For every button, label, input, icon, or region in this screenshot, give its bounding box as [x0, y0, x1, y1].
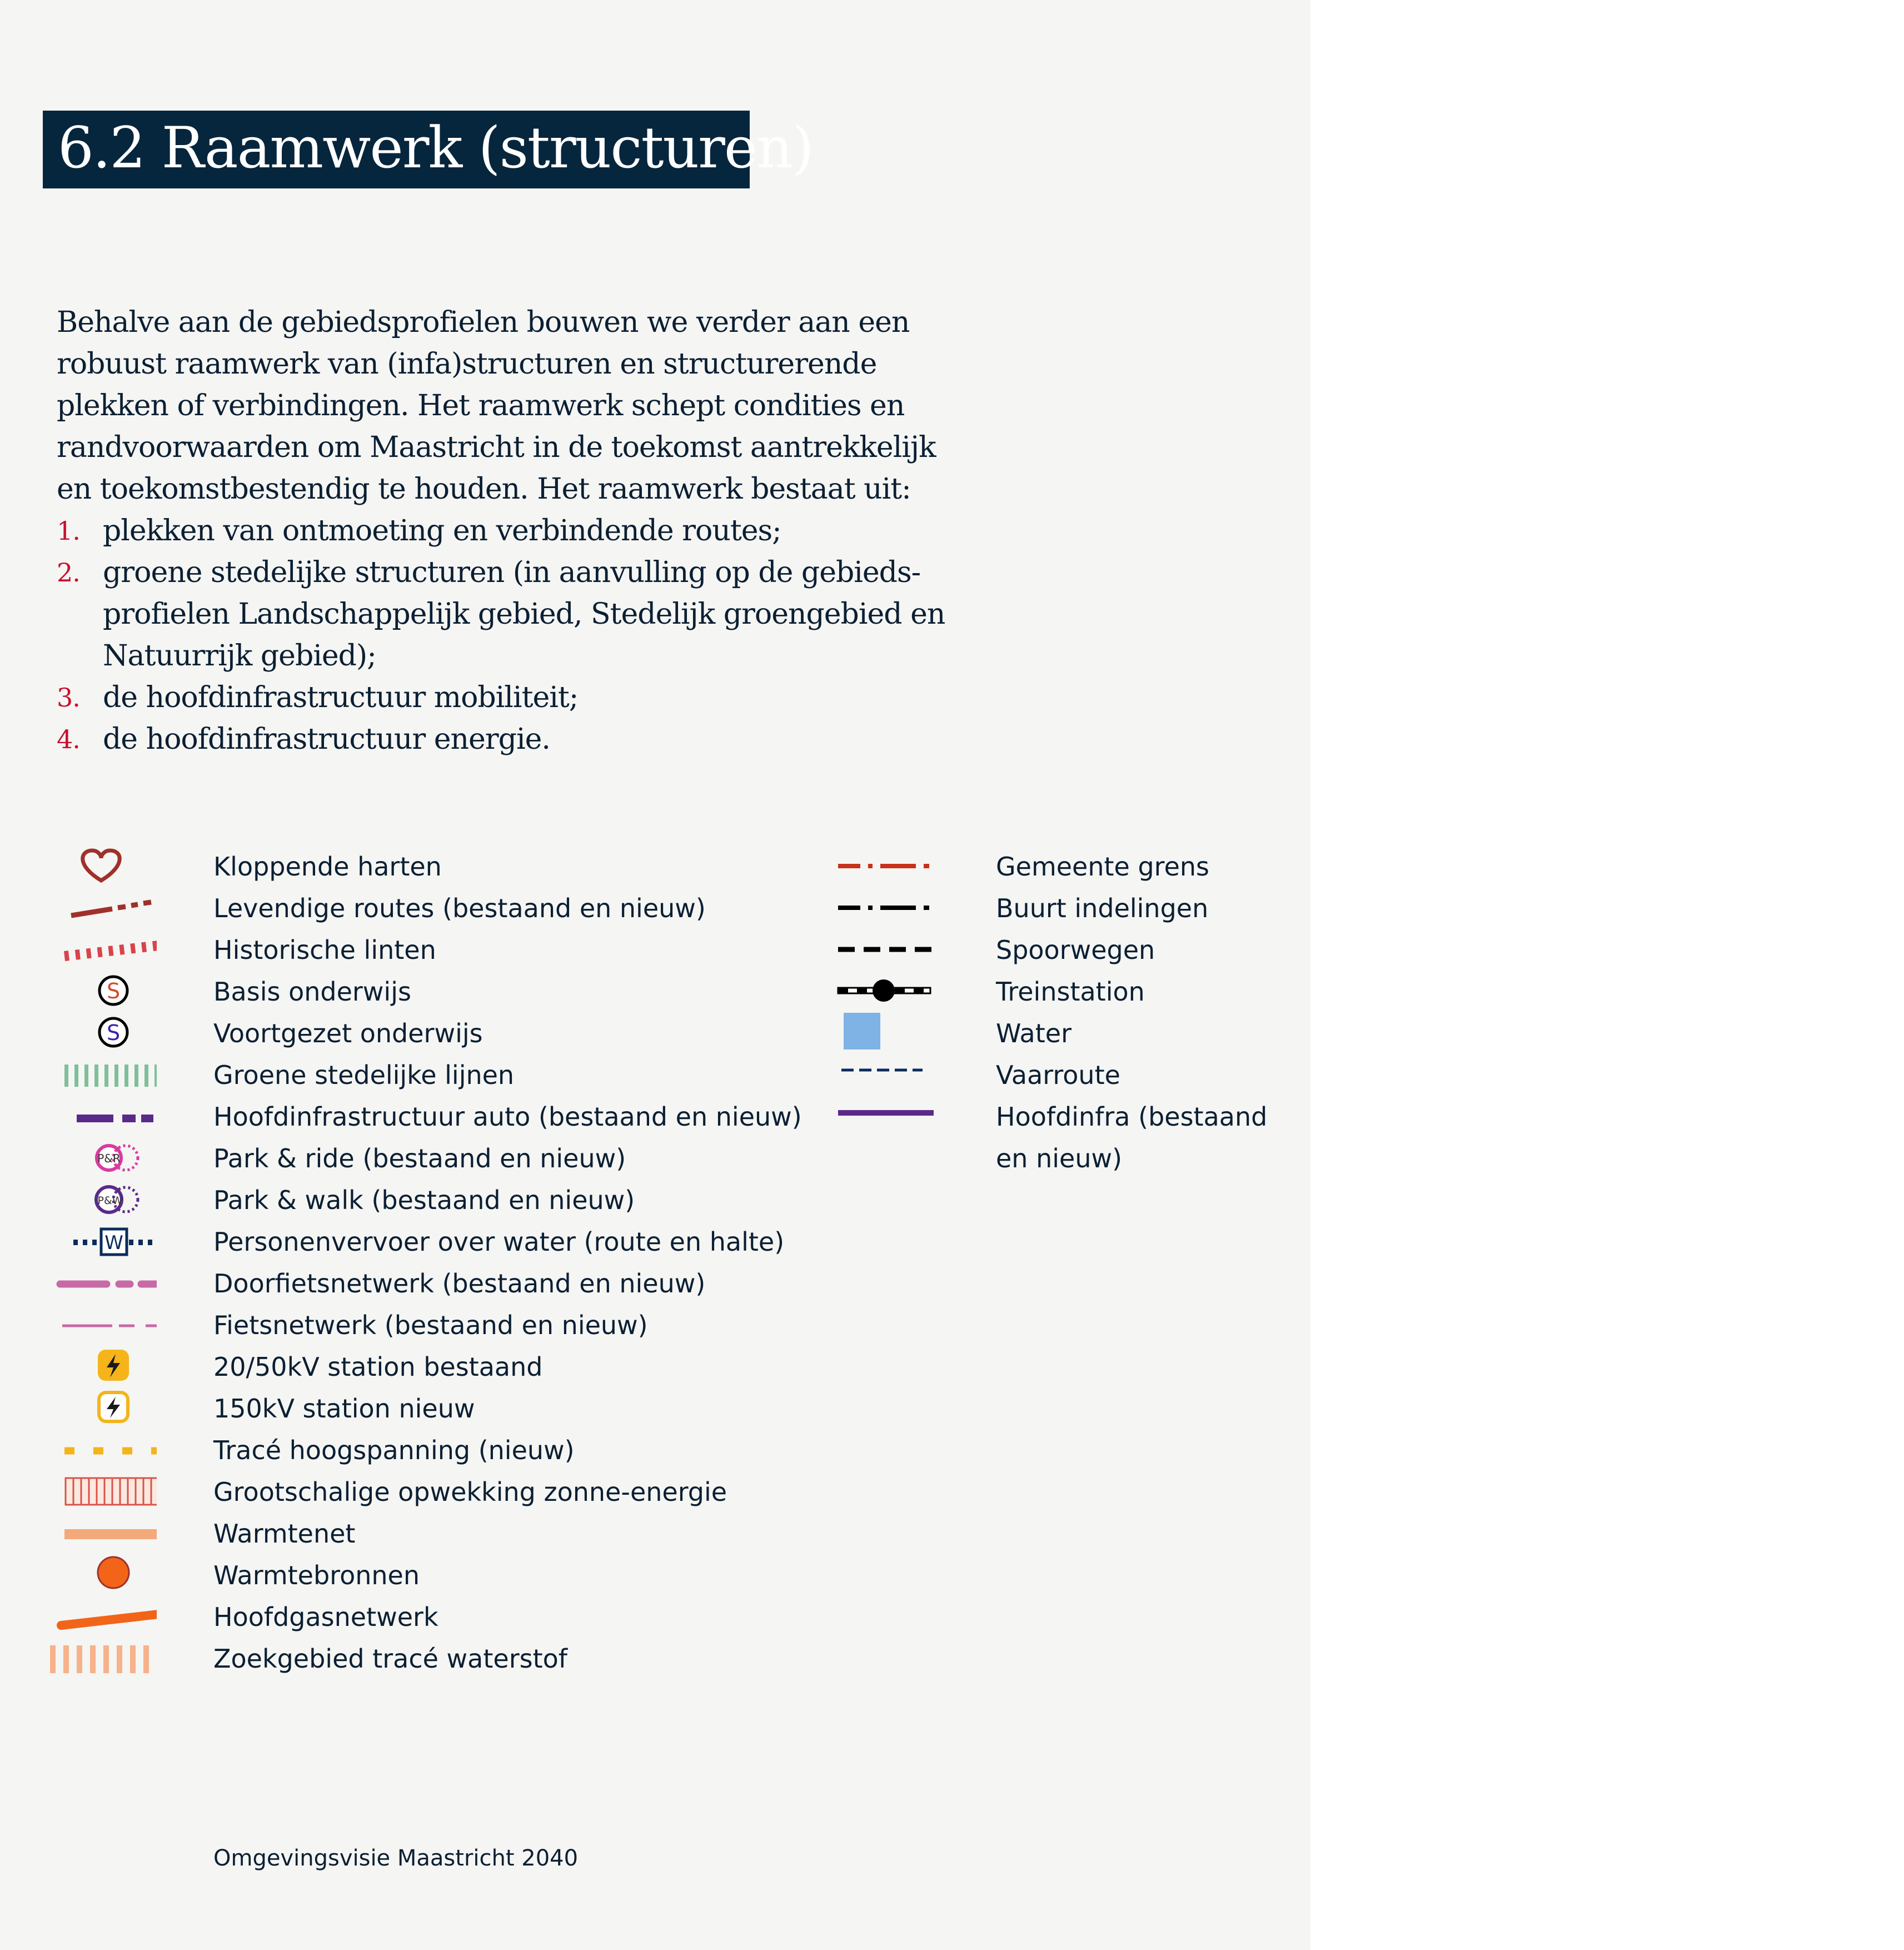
legend-label: Levendige routes (bestaand en nieuw) [213, 893, 706, 923]
heat-network-line-icon [46, 1513, 157, 1555]
legend-label: Hoofdinfra (bestaand en nieuw) [996, 1102, 1268, 1173]
legend-label: Treinstation [996, 977, 1145, 1007]
svg-text:S: S [106, 979, 121, 1003]
substation-new-icon [46, 1388, 157, 1430]
list-item [57, 677, 968, 719]
intro-line: randvoorwaarden om Maastricht in de toekomst aantrekkelijk [57, 431, 936, 464]
historic-ribbon-line-icon [46, 929, 157, 971]
legend-label: Kloppende harten [213, 852, 442, 882]
list-text: profielen Landschappelijk gebied, Stedelijk groengebied en [103, 598, 945, 631]
main-road-line-icon [46, 1096, 157, 1138]
title-banner [43, 111, 813, 188]
legend-label: Groene stedelijke lijnen [213, 1060, 515, 1090]
legend-label: Historische linten [213, 935, 436, 965]
railway-line-icon [834, 929, 945, 971]
legend-label: Fietsnetwerk (bestaand en nieuw) [213, 1310, 648, 1340]
list-text: de hoofdinfrastructuur energie. [103, 723, 550, 756]
legend-label: Doorfietsnetwerk (bestaand en nieuw) [213, 1269, 706, 1299]
legend-label: Park & walk (bestaand en nieuw) [213, 1185, 635, 1215]
legend-label: Hoofdgasnetwerk [213, 1602, 438, 1632]
substation-existing-icon [46, 1346, 157, 1388]
list-number: 4. [57, 724, 80, 754]
water-transport-icon [46, 1221, 157, 1263]
waterway-line-icon [834, 1054, 945, 1096]
bike-highway-line-icon [46, 1263, 157, 1305]
legend-label: Grootschalige opwekking zonne-energie [213, 1477, 727, 1507]
legend-label: Spoorwegen [996, 935, 1155, 965]
footer-text: Omgevingsvisie Maastricht 2040 [213, 1845, 579, 1871]
list-item [57, 510, 968, 552]
hydrogen-search-area-icon [46, 1638, 157, 1680]
heart-icon [46, 846, 157, 888]
intro-text [57, 302, 968, 760]
school-basic-icon [46, 971, 157, 1013]
legend-label: Buurt indelingen [996, 893, 1209, 923]
list-number: 2. [57, 558, 80, 588]
legend-label: 150kV station nieuw [213, 1394, 475, 1424]
legend-label: Voortgezet onderwijs [213, 1018, 483, 1048]
svg-text:S: S [106, 1021, 121, 1045]
gas-network-line-icon [46, 1596, 157, 1638]
main-infra-line-icon [834, 1096, 945, 1138]
list-number: 3. [57, 683, 80, 713]
district-border-line-icon [834, 888, 945, 929]
intro-line: plekken of verbindingen. Het raamwerk schept condities en [57, 389, 905, 422]
intro-line: robuust raamwerk van (infa)structuren en structurerende [57, 347, 877, 381]
list-item [57, 552, 968, 677]
framework-list [57, 510, 968, 760]
legend-label: Gemeente grens [996, 852, 1209, 882]
page-title: 6.2 Raamwerk (structuren) [58, 115, 813, 181]
park-and-walk-icon [46, 1180, 157, 1221]
park-and-ride-icon [46, 1138, 157, 1180]
legend-label: Tracé hoogspanning (nieuw) [213, 1435, 575, 1465]
bike-network-line-icon [46, 1305, 157, 1346]
svg-text:P&W: P&W [97, 1195, 123, 1207]
svg-text:W: W [104, 1232, 123, 1254]
list-text: groene stedelijke structuren (in aanvulling op de gebieds- [103, 556, 921, 589]
legend-label: 20/50kV station bestaand [213, 1352, 543, 1382]
legend-label: Vaarroute [996, 1060, 1120, 1090]
school-secondary-icon [46, 1013, 157, 1054]
municipal-border-line-icon [834, 846, 945, 888]
legend-label: Warmtenet [213, 1519, 356, 1549]
intro-line: en toekomstbestendig te houden. Het raamwerk bestaat uit: [57, 472, 911, 506]
solar-field-icon [46, 1471, 157, 1513]
legend-label: Zoekgebied tracé waterstof [213, 1644, 567, 1674]
legend-label: Park & ride (bestaand en nieuw) [213, 1143, 626, 1173]
legend-label: Personenvervoer over water (route en halte) [213, 1227, 785, 1257]
svg-text:P&R: P&R [97, 1152, 121, 1165]
lively-route-line-icon [46, 888, 157, 929]
high-voltage-line-icon [46, 1430, 157, 1471]
legend-label: Warmtebronnen [213, 1560, 420, 1590]
intro-line: Behalve aan de gebiedsprofielen bouwen we verder aan een [57, 306, 910, 339]
heat-source-icon [46, 1555, 157, 1596]
list-number: 1. [57, 516, 80, 546]
list-item [57, 719, 968, 760]
legend-label: Hoofdinfrastructuur auto (bestaand en nieuw) [213, 1102, 802, 1132]
legend-label: Water [996, 1018, 1071, 1048]
list-text: plekken van ontmoeting en verbindende routes; [103, 514, 781, 548]
list-text: de hoofdinfrastructuur mobiliteit; [103, 681, 579, 714]
green-urban-line-icon [46, 1054, 157, 1096]
legend-label: Basis onderwijs [213, 977, 411, 1007]
list-text: Natuurrijk gebied); [103, 639, 376, 673]
train-station-icon [834, 971, 945, 1013]
water-area-icon [834, 1013, 945, 1054]
